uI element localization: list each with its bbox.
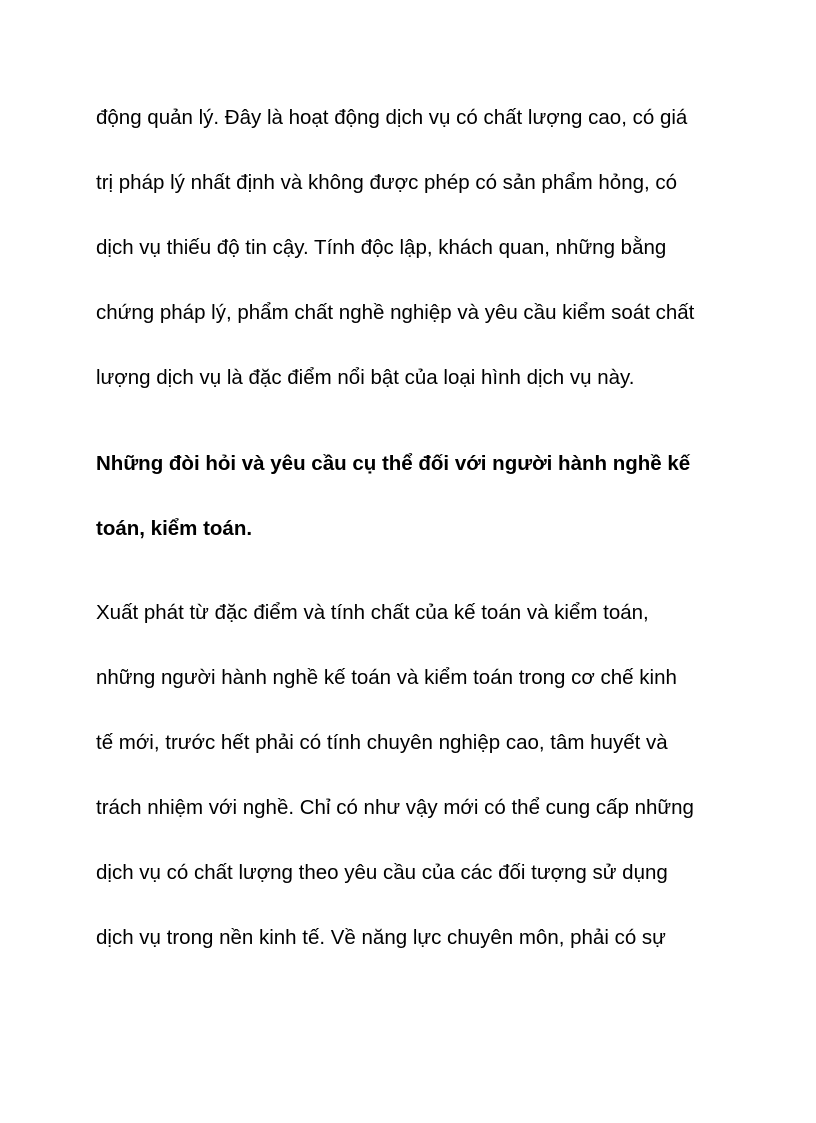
paragraph-line: dịch vụ thiếu độ tin cậy. Tính độc lập, khách quan, những bằng: [96, 236, 667, 259]
paragraph-line: trách nhiệm với nghề. Chỉ có như vậy mới có thể cung cấp những: [96, 796, 694, 819]
heading-line: Những đòi hỏi và yêu cầu cụ thể đối với người hành nghề kế: [96, 452, 691, 475]
paragraph-line: những người hành nghề kế toán và kiểm toán trong cơ chế kinh: [96, 666, 677, 689]
paragraph-line: lượng dịch vụ là đặc điểm nổi bật của loại hình dịch vụ này.: [96, 366, 635, 389]
paragraph-line: tế mới, trước hết phải có tính chuyên nghiệp cao, tâm huyết và: [96, 731, 668, 754]
paragraph-line: Xuất phát từ đặc điểm và tính chất của kế toán và kiểm toán,: [96, 601, 649, 624]
paragraph-line: dịch vụ trong nền kinh tế. Về năng lực chuyên môn, phải có sự: [96, 926, 666, 949]
paragraph-line: động quản lý. Đây là hoạt động dịch vụ có chất lượng cao, có giá: [96, 106, 688, 129]
paragraph-line: dịch vụ có chất lượng theo yêu cầu của các đối tượng sử dụng: [96, 861, 668, 884]
paragraph-line: trị pháp lý nhất định và không được phép có sản phẩm hỏng, có: [96, 171, 678, 194]
paragraph-line: chứng pháp lý, phẩm chất nghề nghiệp và yêu cầu kiểm soát chất: [96, 301, 695, 324]
heading-line: toán, kiểm toán.: [96, 517, 253, 540]
